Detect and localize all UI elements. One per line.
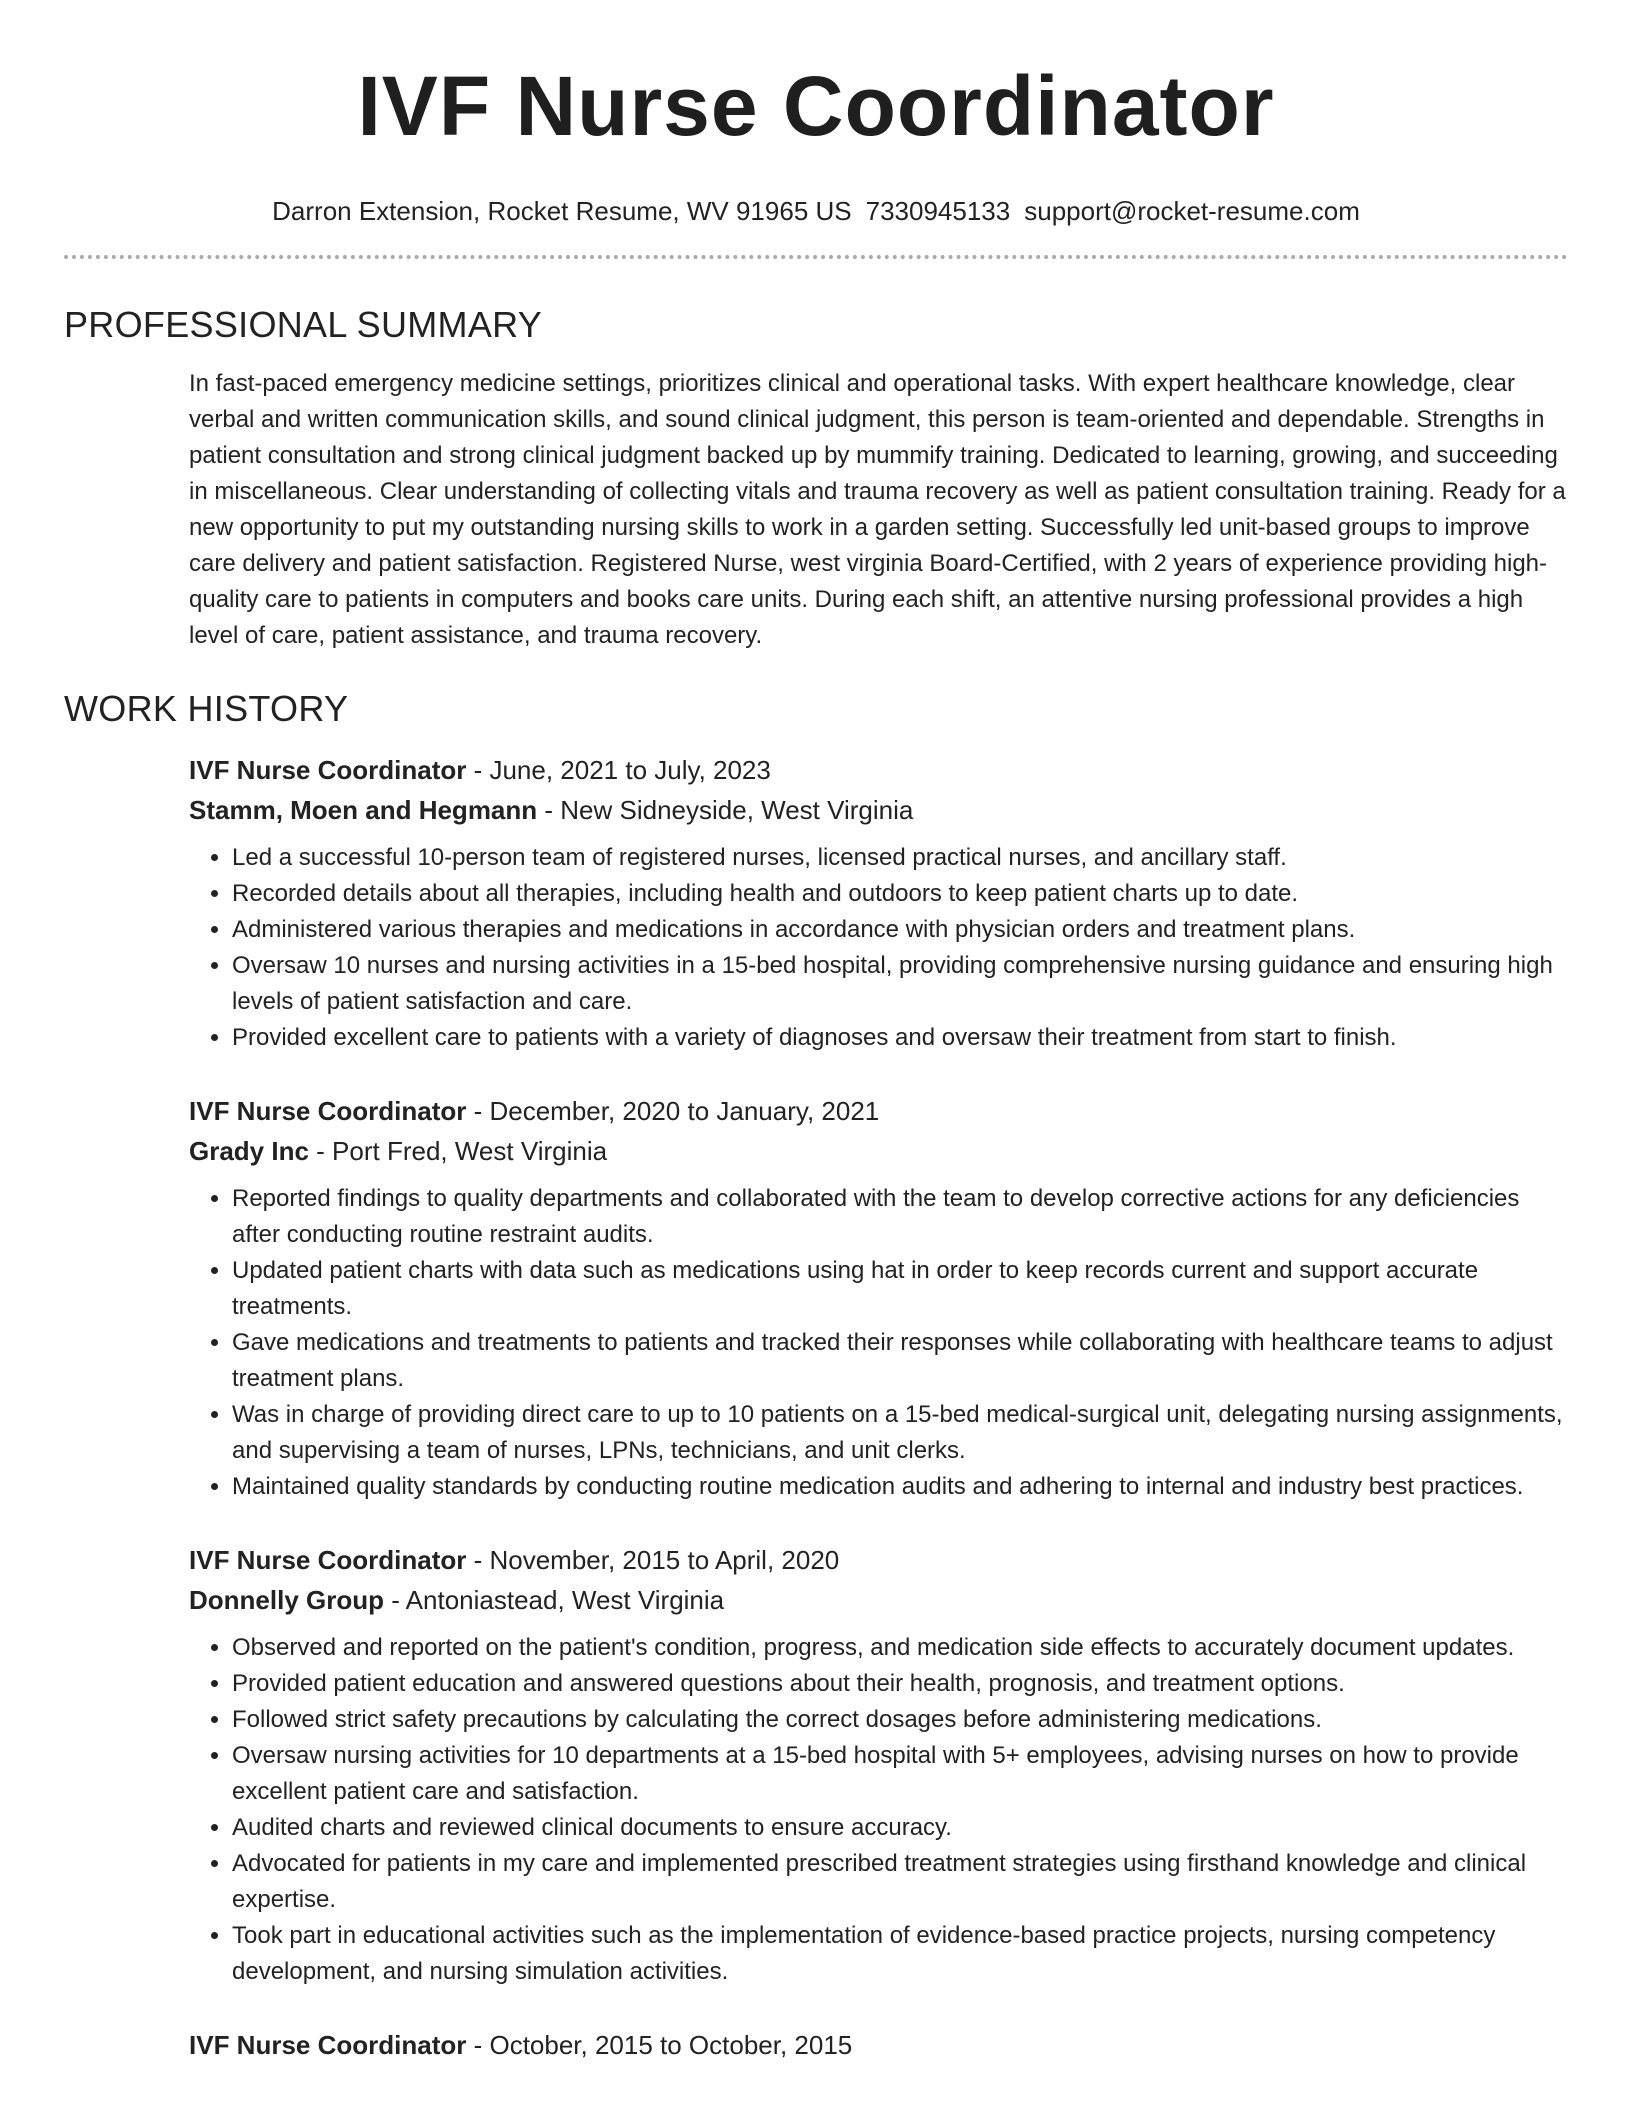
contact-address: Darron Extension, Rocket Resume, WV 91965 US (272, 196, 852, 226)
job-bullet: • Maintained quality standards by conducting routine medication audits and adhering to internal and industry best practices. (232, 1469, 1568, 1505)
contact-email: support@rocket-resume.com (1024, 196, 1360, 226)
job-company-line (189, 1131, 1568, 1171)
job-entry (189, 1091, 1568, 1505)
contact-line (64, 194, 1568, 228)
job-entry (189, 2025, 1568, 2065)
job-bullet: • Followed strict safety precautions by calculating the correct dosages before administering medications. (232, 1702, 1568, 1738)
work-history-section (189, 750, 1568, 2065)
job-role: IVF Nurse Coordinator (189, 755, 467, 785)
job-bullet: • Oversaw nursing activities for 10 departments at a 15-bed hospital with 5+ employees, advising nurses on how to provide excellent patient care and satisfaction. (232, 1738, 1568, 1810)
job-bullets (189, 1630, 1568, 1990)
job-location: - Antoniastead, West Virginia (384, 1585, 725, 1615)
job-company: Donnelly Group (189, 1585, 384, 1615)
job-entry (189, 1540, 1568, 1990)
job-bullet: • Was in charge of providing direct care to up to 10 patients on a 15-bed medical-surgical unit, delegating nursing assignments, and supervising a team of nurses, LPNs, technicians, and unit clerks. (232, 1397, 1568, 1469)
job-title-line (189, 2025, 1568, 2065)
job-company: Stamm, Moen and Hegmann (189, 795, 538, 825)
job-bullet: • Gave medications and treatments to patients and tracked their responses while collaborating with healthcare teams to adjust treatment plans. (232, 1325, 1568, 1397)
summary-text: In fast-paced emergency medicine settings, prioritizes clinical and operational tasks. With expert healthcare knowledge, clear verbal and written communication skills, and sound clinical judgment, this person is team-oriented and dependable. Strengths in patient consultation and strong clinical judgment backed up by mummify training. Dedicated to learning, growing, and succeeding in miscellaneous. Clear understanding of collecting vitals and trauma recovery as well as patient consultation training. Ready for a new opportunity to put my outstanding nursing skills to work in a garden setting. Successfully led unit-based groups to improve care delivery and patient satisfaction. Registered Nurse, west virginia Board-Certified, with 2 years of experience providing high-quality care to patients in computers and books care units. During each shift, an attentive nursing professional provides a high level of care, patient assistance, and trauma recovery. (189, 370, 1566, 649)
job-bullet: • Provided excellent care to patients with a variety of diagnoses and oversaw their treatment from start to finish. (232, 1020, 1568, 1056)
job-company-line (189, 1580, 1568, 1620)
job-title-line (189, 1540, 1568, 1580)
job-bullet: • Led a successful 10-person team of registered nurses, licensed practical nurses, and ancillary staff. (232, 840, 1568, 876)
job-bullet: • Updated patient charts with data such as medications using hat in order to keep records current and support accurate treatments. (232, 1253, 1568, 1325)
job-bullet: • Took part in educational activities such as the implementation of evidence-based practice projects, nursing competency development, and nursing simulation activities. (232, 1918, 1568, 1990)
job-bullet: • Provided patient education and answered questions about their health, prognosis, and treatment options. (232, 1666, 1568, 1702)
job-dates: - November, 2015 to April, 2020 (466, 1545, 840, 1575)
job-company-line (189, 790, 1568, 830)
job-title-line (189, 1091, 1568, 1131)
job-dates: - October, 2015 to October, 2015 (466, 2030, 853, 2060)
job-location: - New Sidneyside, West Virginia (537, 795, 914, 825)
job-dates: - December, 2020 to January, 2021 (466, 1096, 880, 1126)
job-bullet: • Advocated for patients in my care and implemented prescribed treatment strategies using firsthand knowledge and clinical expertise. (232, 1846, 1568, 1918)
header-divider (64, 255, 1568, 259)
job-bullet: • Recorded details about all therapies, including health and outdoors to keep patient charts up to date. (232, 876, 1568, 912)
job-bullets (189, 1181, 1568, 1505)
work-history-heading: WORK HISTORY (64, 688, 349, 729)
job-company: Grady Inc (189, 1136, 309, 1166)
job-bullets (189, 840, 1568, 1056)
job-entry (189, 750, 1568, 1056)
job-bullet: • Reported findings to quality departments and collaborated with the team to develop corrective actions for any deficiencies after conducting routine restraint audits. (232, 1181, 1568, 1253)
job-bullet: • Oversaw 10 nurses and nursing activities in a 15-bed hospital, providing comprehensive nursing guidance and ensuring high levels of patient satisfaction and care. (232, 948, 1568, 1020)
job-role: IVF Nurse Coordinator (189, 2030, 467, 2060)
job-role: IVF Nurse Coordinator (189, 1096, 467, 1126)
summary-heading: PROFESSIONAL SUMMARY (64, 304, 543, 345)
contact-phone: 7330945133 (865, 196, 1011, 226)
summary-section (189, 366, 1568, 654)
job-title-line (189, 750, 1568, 790)
job-bullet: • Audited charts and reviewed clinical documents to ensure accuracy. (232, 1810, 1568, 1846)
job-bullet: • Administered various therapies and medications in accordance with physician orders and treatment plans. (232, 912, 1568, 948)
job-dates: - June, 2021 to July, 2023 (466, 755, 771, 785)
job-role: IVF Nurse Coordinator (189, 1545, 467, 1575)
resume-name: IVF Nurse Coordinator (357, 59, 1275, 153)
job-location: - Port Fred, West Virginia (308, 1136, 608, 1166)
job-bullet: • Observed and reported on the patient's condition, progress, and medication side effects to accurately document updates. (232, 1630, 1568, 1666)
